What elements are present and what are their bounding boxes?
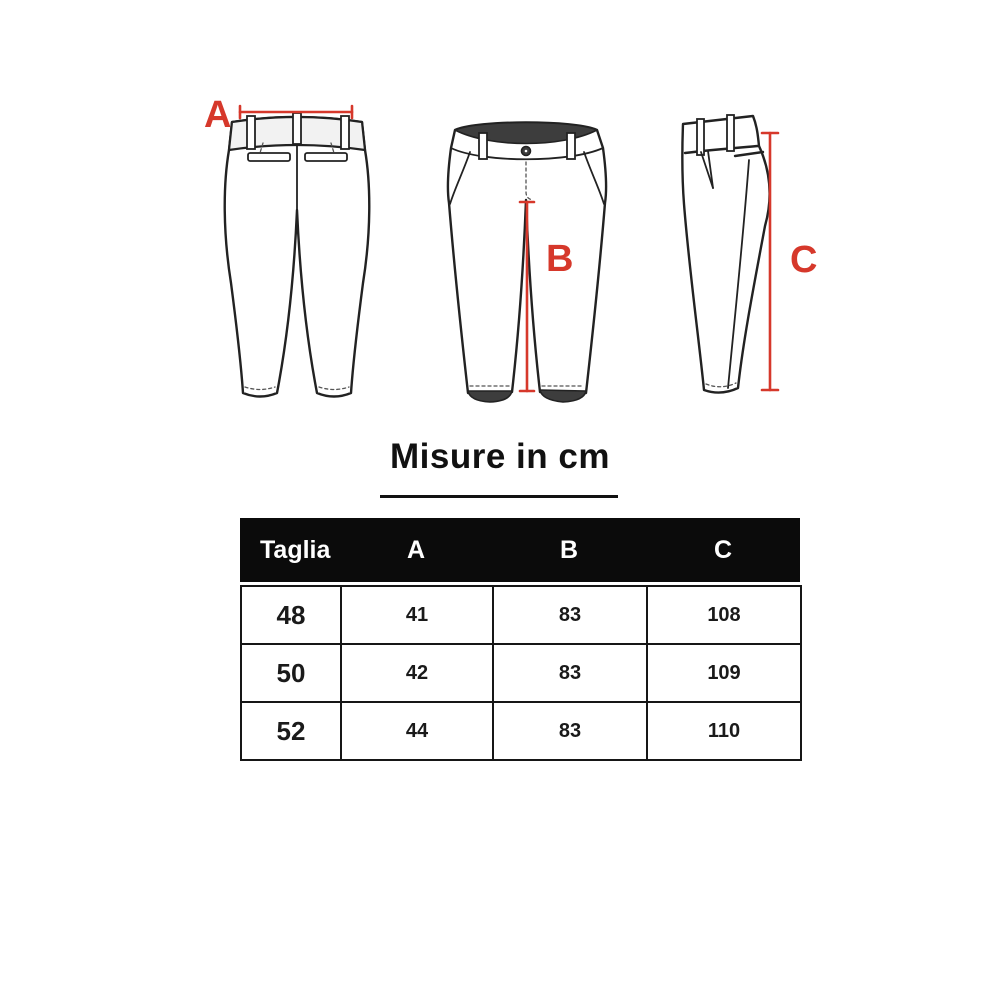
column-header-b: B bbox=[559, 535, 579, 564]
waist-button-hole bbox=[525, 150, 528, 153]
column-header-c: C bbox=[713, 535, 733, 564]
pants-back-silhouette bbox=[225, 113, 370, 397]
back-welt-pocket bbox=[248, 153, 290, 161]
value-cell: 44 bbox=[341, 702, 493, 760]
size-table bbox=[240, 518, 800, 761]
pants-side-view-illustration bbox=[655, 100, 810, 410]
value-cell: 109 bbox=[647, 644, 801, 702]
pants-back-view-illustration bbox=[193, 93, 377, 409]
table-row bbox=[241, 586, 801, 644]
pants-front-view-illustration bbox=[442, 100, 612, 410]
front-hem-dark bbox=[540, 390, 586, 402]
belt-loop bbox=[567, 133, 575, 159]
title-underline bbox=[380, 495, 618, 498]
front-hem-dark bbox=[468, 391, 512, 402]
table-row bbox=[241, 702, 801, 760]
size-table-body bbox=[240, 585, 802, 761]
size-cell: 50 bbox=[241, 644, 341, 702]
belt-loop bbox=[479, 133, 487, 159]
measure-label-b: B bbox=[546, 238, 574, 280]
value-cell: 83 bbox=[493, 586, 647, 644]
size-cell: 52 bbox=[241, 702, 341, 760]
back-welt-pocket bbox=[305, 153, 347, 161]
pants-side-silhouette bbox=[682, 115, 769, 393]
value-cell: 41 bbox=[341, 586, 493, 644]
column-header-taglia: Taglia bbox=[260, 535, 331, 564]
value-cell: 83 bbox=[493, 644, 647, 702]
measure-label-a: A bbox=[204, 94, 232, 136]
value-cell: 108 bbox=[647, 586, 801, 644]
column-header-a: A bbox=[406, 535, 426, 564]
value-cell: 42 bbox=[341, 644, 493, 702]
belt-loop bbox=[341, 116, 349, 149]
belt-loop bbox=[727, 115, 734, 151]
page-title: Misure in cm bbox=[390, 437, 610, 476]
belt-loop bbox=[247, 116, 255, 149]
value-cell: 83 bbox=[493, 702, 647, 760]
size-table-header bbox=[240, 518, 800, 582]
size-cell: 48 bbox=[241, 586, 341, 644]
value-cell: 110 bbox=[647, 702, 801, 760]
belt-loop bbox=[697, 119, 704, 155]
table-row bbox=[241, 644, 801, 702]
belt-loop bbox=[293, 113, 301, 144]
measure-label-c: C bbox=[790, 239, 818, 281]
